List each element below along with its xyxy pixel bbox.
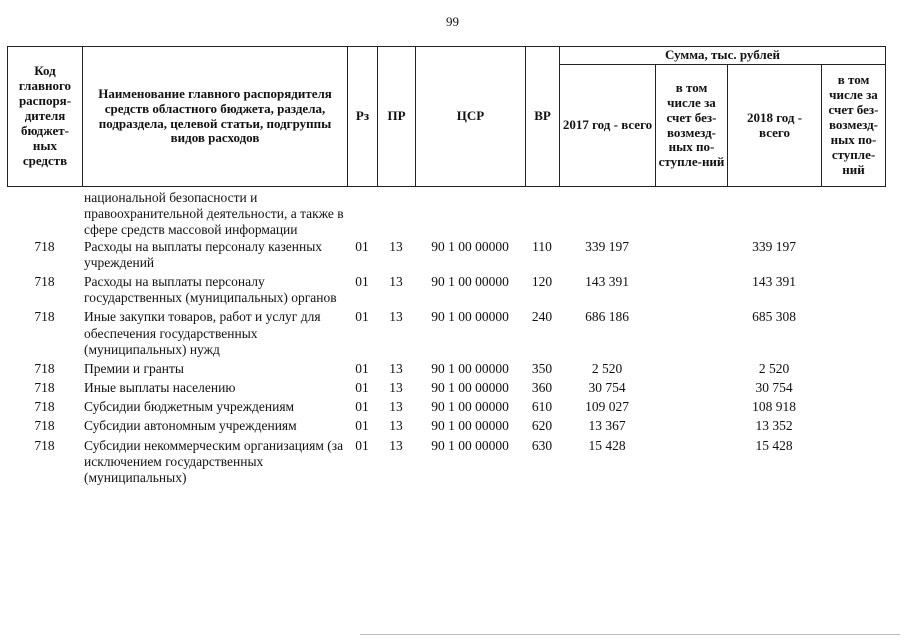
row-vr: 350: [531, 360, 553, 376]
row-name: Премии и гранты: [84, 360, 184, 376]
row-code: 718: [34, 399, 55, 415]
row-2017-grant: [655, 274, 727, 309]
row-vr: 360: [531, 380, 553, 396]
row-2017-grant: [655, 418, 727, 437]
row-2018-grant: [821, 239, 885, 274]
row-name: Субсидии некоммерческим организациям (за исключением государственных (муниципальных): [84, 437, 344, 485]
row-code: 718: [34, 309, 55, 325]
row-vr: 610: [531, 399, 553, 415]
row-2017-grant: [655, 438, 727, 490]
row-code: 718: [34, 437, 55, 453]
row-2018-grant: [821, 274, 885, 309]
table-body: [7, 190, 885, 489]
row-vr: 240: [531, 309, 553, 325]
header-name: Наименование главного распорядителя средств областного бюджета, раздела, подраздела, целевой статьи, подгруппы видов расходов: [83, 47, 348, 187]
row-2018-total: 339 197: [752, 238, 796, 254]
table-header: [7, 46, 886, 187]
row-name: Субсидии бюджетным учреждениям: [84, 399, 295, 415]
row-csr: 90 1 00 00000: [431, 273, 509, 289]
page-number: 99: [446, 14, 459, 29]
header-2017-total: 2017 год - всего: [560, 65, 656, 187]
header-rz: Рз: [348, 47, 378, 187]
row-code: 718: [34, 380, 55, 396]
row-rz: 01: [355, 360, 369, 376]
row-2018-grant: [821, 438, 885, 490]
header-2017-grant: в том числе за счет без-возмезд-ных по-ступле-ний: [656, 65, 728, 187]
row-rz: 01: [355, 399, 369, 415]
row-vr: 120: [531, 273, 553, 289]
row-2017-total: 15 428: [588, 437, 626, 453]
row-2017-total: 109 027: [585, 399, 629, 415]
header-2018-total: 2018 год - всего: [728, 65, 822, 187]
row-csr: 90 1 00 00000: [431, 418, 509, 434]
table-row: [7, 380, 885, 399]
row-2018-grant: [821, 380, 885, 399]
row-pr: 13: [389, 399, 403, 415]
row-csr: 90 1 00 00000: [431, 380, 509, 396]
row-2018-total: 15 428: [755, 437, 793, 453]
row-2017-grant: [655, 309, 727, 361]
row-vr: 630: [531, 437, 553, 453]
row-2018-total: 108 918: [752, 399, 796, 415]
table-row: [7, 438, 885, 490]
row-pr: 13: [389, 273, 403, 289]
row-pr: 13: [389, 437, 403, 453]
row-2017-total: 143 391: [585, 273, 629, 289]
row-pr: 13: [389, 238, 403, 254]
row-2018-total: 685 308: [752, 309, 796, 325]
continuation-text: национальной безопасности и правоохранительной деятельности, а также в сфере средств массовой информации: [84, 190, 344, 238]
table-row: [7, 239, 885, 274]
row-2017-total: 13 367: [588, 418, 626, 434]
row-vr: 620: [531, 418, 553, 434]
row-2018-grant: [821, 418, 885, 437]
row-2018-total: 2 520: [758, 360, 790, 376]
row-2017-grant: [655, 380, 727, 399]
row-2017-total: 339 197: [585, 238, 629, 254]
row-csr: 90 1 00 00000: [431, 437, 509, 453]
row-rz: 01: [355, 380, 369, 396]
row-pr: 13: [389, 309, 403, 325]
header-sum: Сумма, тыс. рублей: [560, 47, 886, 65]
row-csr: 90 1 00 00000: [431, 309, 509, 325]
row-rz: 01: [355, 273, 369, 289]
row-csr: 90 1 00 00000: [431, 238, 509, 254]
row-rz: 01: [355, 418, 369, 434]
table-row: [7, 274, 885, 309]
header-code: Код главного распоря-дителя бюджет-ных средств: [8, 47, 83, 187]
row-name: Субсидии автономным учреждениям: [84, 418, 297, 434]
row-2018-grant: [821, 361, 885, 380]
bottom-rule: [360, 634, 900, 635]
row-code: 718: [34, 360, 55, 376]
header-csr: ЦСР: [416, 47, 526, 187]
row-2017-grant: [655, 239, 727, 274]
row-2018-total: 30 754: [755, 380, 793, 396]
row-rz: 01: [355, 238, 369, 254]
row-csr: 90 1 00 00000: [431, 399, 509, 415]
continuation-row: [7, 190, 885, 239]
row-name: Расходы на выплаты персоналу казенных учреждений: [84, 238, 323, 270]
row-name: Иные выплаты населению: [84, 380, 236, 396]
row-2017-total: 686 186: [585, 309, 629, 325]
header-pr: ПР: [378, 47, 416, 187]
row-pr: 13: [389, 380, 403, 396]
table-row: [7, 418, 885, 437]
row-rz: 01: [355, 309, 369, 325]
header-vr: ВР: [526, 47, 560, 187]
row-rz: 01: [355, 437, 369, 453]
table-row: [7, 309, 885, 361]
row-code: 718: [34, 238, 55, 254]
row-2017-grant: [655, 399, 727, 418]
table-row: [7, 361, 885, 380]
row-2018-total: 13 352: [755, 418, 793, 434]
table-row: [7, 399, 885, 418]
row-code: 718: [34, 418, 55, 434]
row-2018-grant: [821, 309, 885, 361]
row-vr: 110: [532, 238, 552, 254]
row-2017-total: 30 754: [588, 380, 626, 396]
row-2017-total: 2 520: [591, 360, 623, 376]
row-2017-grant: [655, 361, 727, 380]
row-pr: 13: [389, 418, 403, 434]
row-csr: 90 1 00 00000: [431, 360, 509, 376]
row-pr: 13: [389, 360, 403, 376]
row-2018-total: 143 391: [752, 273, 796, 289]
row-code: 718: [34, 273, 55, 289]
row-2018-grant: [821, 399, 885, 418]
row-name: Иные закупки товаров, работ и услуг для обеспечения государственных (муниципальных) нужд: [84, 309, 321, 357]
row-name: Расходы на выплаты персоналу государственных (муниципальных) органов: [84, 273, 337, 306]
header-2018-grant: в том числе за счет без-возмезд-ных по-ступле-ний: [822, 65, 886, 187]
